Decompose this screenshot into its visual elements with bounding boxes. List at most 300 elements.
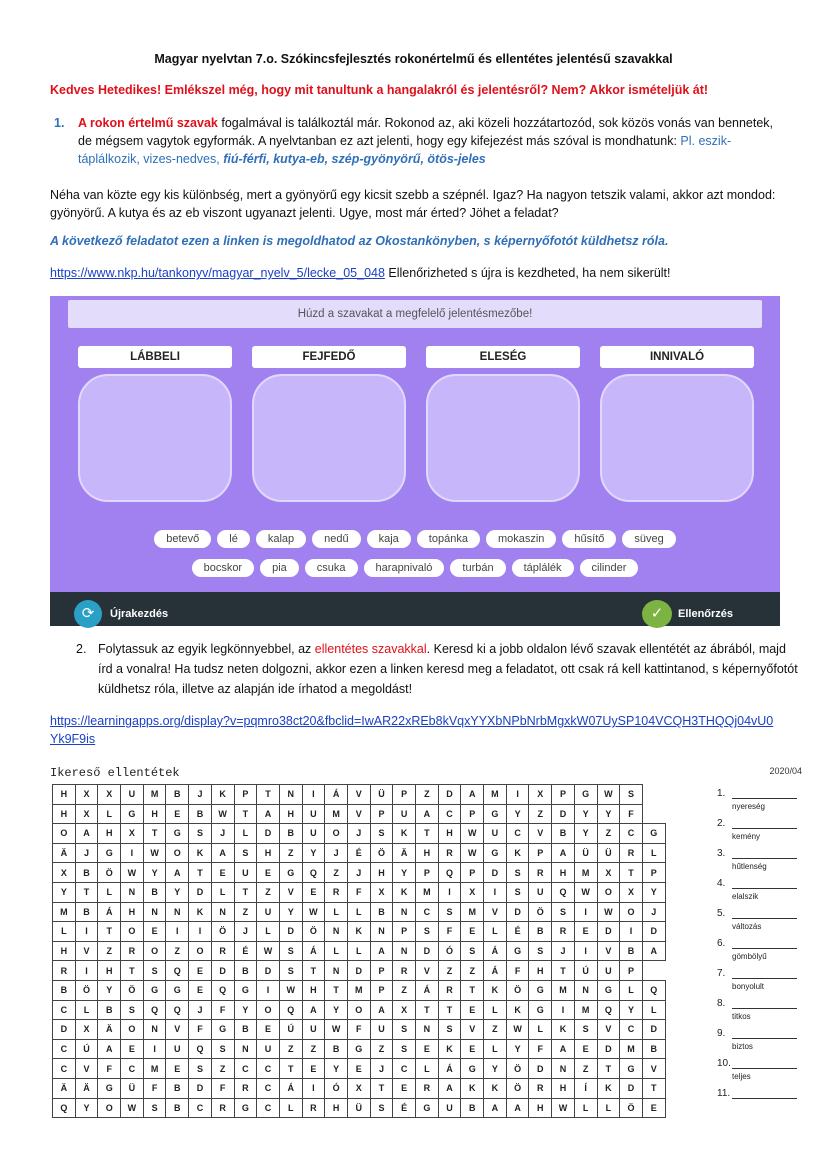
grid-cell: Z (529, 804, 552, 824)
grid-cell: P (552, 785, 575, 805)
word-chips-row-2 (50, 558, 780, 577)
grid-cell: W (597, 785, 620, 805)
word-chip[interactable]: cilinder (580, 559, 639, 577)
paragraph-2: Néha van közte egy kis különbség, mert a gyönyörű egy kicsit szebb a szépnél. Igaz? Ha nagyon tetszik valami, akkor azt mondod: gyönyörű. A kutya és az eb viszont ugyanazt jelenti. Ugye, most már érted? Jöhet a feladat? (50, 188, 776, 220)
grid-cell: L (347, 902, 370, 922)
section-2-after: . Keresd ki a jobb oldalon lévő szavak ellentétét az ábrából, majd írd a vonalra! Ha tudsz neten dolgozni, akkor ezen a linken keresd meg a feladatot, ott csak rá kell kattintanod, s képernyőfotót küldhetsz róla, illetve az alapján ide írhatod a megoldást! (98, 642, 798, 696)
grid-cell: B (552, 824, 575, 844)
word-chip[interactable]: kaja (367, 530, 411, 548)
answer-line[interactable] (732, 1008, 797, 1009)
grid-cell: Ö (98, 863, 121, 883)
grid-cell: N (325, 922, 348, 942)
grid-cell: S (393, 1020, 416, 1040)
grid-cell: T (98, 922, 121, 942)
grid-cell: B (166, 1098, 189, 1118)
grid-cell: Z (597, 824, 620, 844)
grid-row (53, 902, 666, 922)
grid-cell: T (234, 882, 257, 902)
grid-cell: Y (506, 804, 529, 824)
grid-cell: L (347, 941, 370, 961)
grid-cell: E (302, 882, 325, 902)
grid-cell: Ö (506, 1059, 529, 1079)
answer-line[interactable] (732, 858, 797, 859)
grid-cell: U (438, 1098, 461, 1118)
grid-cell: X (98, 785, 121, 805)
grid-cell: E (189, 961, 212, 981)
grid-cell: Y (642, 882, 665, 902)
answer-word: kemény (732, 832, 761, 841)
grid-cell: C (416, 902, 439, 922)
grid-cell: D (597, 922, 620, 942)
grid-cell: K (484, 1078, 507, 1098)
grid-cell: O (98, 1098, 121, 1118)
grid-cell: Z (302, 1039, 325, 1059)
grid-cell: D (642, 922, 665, 942)
grid-cell: M (484, 785, 507, 805)
grid-cell: T (279, 1059, 302, 1079)
grid-row (53, 882, 666, 902)
word-chip[interactable]: turbán (450, 559, 505, 577)
grid-cell: I (506, 785, 529, 805)
grid-cell: C (257, 1078, 280, 1098)
answer-line[interactable] (732, 798, 797, 799)
grid-row (53, 1000, 666, 1020)
grid-cell: Á (484, 941, 507, 961)
grid-cell: L (53, 922, 76, 942)
link-1-after: Ellenőrizheted s újra is kezdheted, ha nem sikerült! (384, 266, 671, 280)
grid-cell: V (642, 1059, 665, 1079)
check-icon[interactable]: ✓ (642, 600, 672, 628)
word-chip[interactable]: nedű (312, 530, 360, 548)
grid-cell: B (234, 1020, 257, 1040)
grid-cell: U (370, 1020, 393, 1040)
grid-cell: D (53, 1020, 76, 1040)
grid-cell: G (620, 1059, 643, 1079)
answer-item (714, 818, 802, 848)
grid-cell: T (143, 824, 166, 844)
grid-cell: A (75, 824, 98, 844)
grid-cell: Ö (529, 902, 552, 922)
grid-cell: E (642, 1098, 665, 1118)
grid-cell: I (166, 922, 189, 942)
grid-cell: A (461, 785, 484, 805)
grid-cell: S (234, 843, 257, 863)
grid-cell: T (234, 804, 257, 824)
answer-line[interactable] (732, 978, 797, 979)
grid-cell: D (597, 1039, 620, 1059)
grid-cell: W (279, 980, 302, 1000)
grid-cell: N (166, 902, 189, 922)
grid-cell: T (416, 1000, 439, 1020)
grid-cell: B (642, 1039, 665, 1059)
grid-cell: A (506, 1098, 529, 1118)
grid-cell: Y (393, 863, 416, 883)
word-chip[interactable]: kalap (256, 530, 306, 548)
drag-exercise-panel (50, 296, 780, 626)
grid-cell: Ä (393, 843, 416, 863)
section-1-number: 1. (54, 116, 65, 130)
grid-cell: O (143, 941, 166, 961)
grid-cell: B (620, 941, 643, 961)
grid-cell: S (506, 863, 529, 883)
grid-cell: J (189, 785, 212, 805)
grid-cell: S (189, 1059, 212, 1079)
grid-cell: R (325, 882, 348, 902)
word-chip[interactable]: harapnivaló (364, 559, 445, 577)
grid-cell: P (393, 922, 416, 942)
grid-cell: Z (166, 941, 189, 961)
grid-cell: R (416, 1078, 439, 1098)
grid-cell: M (416, 882, 439, 902)
grid-cell: N (416, 1020, 439, 1040)
grid-cell: R (53, 961, 76, 981)
grid-cell: V (347, 785, 370, 805)
answer-item (714, 788, 802, 818)
grid-cell: Ü (347, 1098, 370, 1118)
grid-cell: T (189, 863, 212, 883)
grid-cell: G (484, 843, 507, 863)
answer-line[interactable] (732, 888, 797, 889)
grid-cell: Ö (620, 1098, 643, 1118)
grid-cell: G (143, 980, 166, 1000)
grid-cell: L (98, 882, 121, 902)
grid-cell: D (484, 863, 507, 883)
grid-cell: T (461, 980, 484, 1000)
grid-cell: Z (484, 1020, 507, 1040)
grid-cell: H (552, 863, 575, 883)
grid-cell: O (121, 922, 144, 942)
grid-cell: H (529, 1098, 552, 1118)
grid-cell: B (53, 980, 76, 1000)
grid-cell: S (393, 1039, 416, 1059)
grid-cell: L (325, 941, 348, 961)
grid-cell: W (552, 1098, 575, 1118)
grid-cell: J (552, 941, 575, 961)
drop-zone[interactable] (78, 374, 232, 502)
grid-cell: Ú (279, 1020, 302, 1040)
restart-button[interactable]: Újrakezdés (110, 608, 169, 620)
answer-item (714, 1088, 802, 1118)
answer-word: teljes (732, 1072, 751, 1081)
grid-cell: H (53, 941, 76, 961)
word-chip[interactable]: betevő (154, 530, 211, 548)
section-2-highlight: ellentétes szavakkal (314, 642, 427, 656)
grid-cell: G (642, 824, 665, 844)
grid-cell: V (416, 961, 439, 981)
grid-cell: I (620, 922, 643, 942)
grid-cell: R (211, 1098, 234, 1118)
grid-cell: I (302, 785, 325, 805)
restart-icon[interactable]: ⟳ (74, 600, 102, 628)
grid-cell: L (620, 980, 643, 1000)
grid-cell: S (529, 941, 552, 961)
grid-row (53, 804, 666, 824)
grid-cell: S (143, 1098, 166, 1118)
grid-cell: D (257, 824, 280, 844)
grid-cell: N (143, 902, 166, 922)
grid-cell: U (393, 804, 416, 824)
grid-cell: Q (166, 1000, 189, 1020)
grid-cell: G (461, 1059, 484, 1079)
grid-cell: X (620, 882, 643, 902)
grid-cell: E (257, 1020, 280, 1040)
grid-cell: P (370, 980, 393, 1000)
nkp-link[interactable]: https://www.nkp.hu/tankonyv/magyar_nyelv_5/lecke_05_048 (50, 266, 385, 280)
grid-cell: D (552, 804, 575, 824)
grid-cell: Ä (53, 843, 76, 863)
grid-cell: Ä (98, 1020, 121, 1040)
learningapps-link[interactable]: https://learningapps.org/display?v=pqmro38ct20&fbclid=IwAR22xREb8kVqxYYXbNPbNrbMgxkW07UySP104VCQH3THQQj04vU0Yk9F9is (50, 714, 774, 746)
grid-cell: R (234, 1078, 257, 1098)
grid-cell: T (597, 1059, 620, 1079)
grid-cell: K (347, 922, 370, 942)
grid-cell: T (620, 863, 643, 883)
grid-cell: G (234, 1098, 257, 1118)
grid-cell: J (370, 1059, 393, 1079)
answer-line[interactable] (732, 918, 797, 919)
greeting-text: Kedves Hetedikes! Emlékszel még, hogy mit tanultunk a hangalakról és jelentésről? Nem? Akkor ismételjük át! (50, 83, 709, 97)
answer-item (714, 908, 802, 938)
grid-cell: N (552, 1059, 575, 1079)
grid-cell: Á (279, 1078, 302, 1098)
grid-cell: É (506, 922, 529, 942)
answer-item (714, 848, 802, 878)
grid-cell: Z (574, 1059, 597, 1079)
grid-cell: F (438, 922, 461, 942)
grid-cell: H (53, 785, 76, 805)
grid-cell: H (53, 804, 76, 824)
grid-cell: Z (461, 961, 484, 981)
grid-cell: D (211, 961, 234, 981)
grid-cell: Y (143, 863, 166, 883)
grid-cell: J (642, 902, 665, 922)
grid-cell: Ú (75, 1039, 98, 1059)
grid-cell: E (461, 922, 484, 942)
grid-cell: B (370, 902, 393, 922)
grid-cell: S (370, 1098, 393, 1118)
grid-cell: X (75, 804, 98, 824)
grid-cell: C (620, 824, 643, 844)
answer-line[interactable] (732, 1038, 797, 1039)
grid-cell: E (211, 863, 234, 883)
grid-cell: G (529, 1000, 552, 1020)
category-label: ELESÉG (426, 346, 580, 368)
word-search (50, 762, 802, 1113)
grid-cell: P (461, 863, 484, 883)
grid-row (53, 863, 666, 883)
grid-cell: B (166, 785, 189, 805)
word-chip[interactable]: süveg (622, 530, 675, 548)
grid-cell: H (98, 961, 121, 981)
grid-cell: N (234, 1039, 257, 1059)
answer-line[interactable] (732, 1098, 797, 1099)
grid-cell: G (416, 1098, 439, 1118)
answer-word: bonyolult (732, 982, 765, 991)
grid-cell: H (279, 804, 302, 824)
grid-cell: W (121, 1098, 144, 1118)
grid-cell: C (506, 824, 529, 844)
grid-cell: Ú (574, 961, 597, 981)
grid-cell: S (143, 961, 166, 981)
grid-cell: O (620, 902, 643, 922)
answer-line[interactable] (732, 828, 797, 829)
grid-cell: L (484, 1039, 507, 1059)
grid-cell: I (189, 922, 212, 942)
grid-cell: M (53, 902, 76, 922)
grid-cell: G (98, 1078, 121, 1098)
grid-cell: Ó (438, 941, 461, 961)
word-chip[interactable]: topánka (417, 530, 480, 548)
grid-cell: L (574, 1098, 597, 1118)
answer-item (714, 938, 802, 968)
answer-line[interactable] (732, 948, 797, 949)
grid-cell: A (416, 804, 439, 824)
answer-word: hűtlenség (732, 862, 767, 871)
grid-cell: S (416, 922, 439, 942)
section-2-text (76, 639, 798, 699)
grid-cell: R (211, 941, 234, 961)
grid-cell: H (302, 980, 325, 1000)
grid-cell: J (234, 922, 257, 942)
grid-row (53, 824, 666, 844)
grid-cell: L (98, 804, 121, 824)
grid-cell: X (393, 1000, 416, 1020)
grid-cell: C (189, 1098, 212, 1118)
grid-cell: V (529, 824, 552, 844)
section-1-body: fogalmával is találkoztál már. Rokonod az, aki közeli hozzátartozód, sok közös vonás van bennetek, de mégsem vagytok egyformák. A nyelvtanban ez azt jelenti, hogy egy kifejezést más szóval is mondhatunk: (78, 116, 774, 148)
grid-cell: H (121, 902, 144, 922)
grid-cell: X (75, 1020, 98, 1040)
word-chip[interactable]: csuka (305, 559, 358, 577)
grid-cell: Ö (75, 980, 98, 1000)
grid-cell: S (620, 785, 643, 805)
grid-cell: L (642, 843, 665, 863)
grid-cell: H (416, 843, 439, 863)
grid-cell: É (393, 1098, 416, 1118)
grid-cell: O (597, 882, 620, 902)
grid-cell: G (166, 980, 189, 1000)
check-button[interactable]: Ellenőrzés (678, 608, 734, 620)
grid-cell: N (121, 882, 144, 902)
drop-zone[interactable] (600, 374, 754, 502)
grid-cell: W (574, 882, 597, 902)
grid-cell: F (211, 1000, 234, 1020)
word-search-title: Ikereső ellentétek (50, 766, 180, 780)
grid-cell: K (393, 824, 416, 844)
grid-cell: V (461, 1020, 484, 1040)
grid-cell: G (506, 941, 529, 961)
grid-cell: S (438, 1020, 461, 1040)
grid-cell: E (574, 1039, 597, 1059)
grid-cell: E (393, 1078, 416, 1098)
grid-cell: A (484, 1098, 507, 1118)
section-2-number: 2. (76, 642, 87, 656)
grid-cell: C (393, 1059, 416, 1079)
grid-cell: G (98, 843, 121, 863)
grid-row (53, 961, 666, 981)
answer-number: 11. (717, 1088, 731, 1099)
grid-cell: G (279, 863, 302, 883)
answer-number: 2. (717, 818, 726, 829)
word-chip[interactable]: bocskor (192, 559, 255, 577)
grid-cell: K (189, 902, 212, 922)
category-label: INNIVALÓ (600, 346, 754, 368)
grid-cell: I (143, 1039, 166, 1059)
grid-cell: P (620, 961, 643, 981)
grid-cell: Q (279, 1000, 302, 1020)
grid-cell: W (597, 902, 620, 922)
grid-cell: Ä (75, 1078, 98, 1098)
grid-cell: W (257, 941, 280, 961)
grid-cell: B (325, 1039, 348, 1059)
grid-cell: C (620, 1020, 643, 1040)
word-chip[interactable]: lé (217, 530, 250, 548)
grid-cell: U (257, 902, 280, 922)
link-1-line (50, 266, 671, 280)
grid-cell: A (552, 843, 575, 863)
grid-cell: W (461, 843, 484, 863)
grid-cell: L (529, 1020, 552, 1040)
grid-cell: L (279, 1098, 302, 1118)
grid-row (53, 1098, 666, 1118)
grid-cell: B (189, 804, 212, 824)
grid-cell: G (121, 804, 144, 824)
word-chip[interactable]: táplálék (512, 559, 574, 577)
section-1-examples-bold: fiú-férfi, kutya-eb, szép-gyönyörű, ötös-jeles (223, 152, 486, 166)
grid-cell: L (257, 922, 280, 942)
answer-word: biztos (732, 1042, 753, 1051)
grid-cell: Y (302, 843, 325, 863)
paragraph-3: A következő feladatot ezen a linken is megoldhatod az Okostankönyben, s képernyőfotót küldhetsz róla. (50, 234, 669, 248)
word-chip[interactable]: pia (260, 559, 299, 577)
grid-cell: M (325, 804, 348, 824)
section-2-before: Folytassuk az egyik legkönnyebbel, az (98, 642, 315, 656)
grid-cell: A (370, 941, 393, 961)
grid-cell: F (506, 961, 529, 981)
grid-cell: K (484, 980, 507, 1000)
answer-line[interactable] (732, 1068, 797, 1069)
grid-cell: P (416, 863, 439, 883)
grid-cell: K (597, 1078, 620, 1098)
section-1-examples: Pl. eszik-táplálkozik, vizes-nedves, (78, 134, 732, 166)
grid-cell: N (211, 902, 234, 922)
answer-number: 3. (717, 848, 726, 859)
grid-cell: M (461, 902, 484, 922)
grid-cell: É (234, 941, 257, 961)
grid-cell: T (325, 980, 348, 1000)
grid-cell: É (347, 843, 370, 863)
grid-cell: D (642, 1020, 665, 1040)
grid-cell: S (279, 961, 302, 981)
word-chip[interactable]: mokaszin (486, 530, 556, 548)
drop-zone[interactable] (426, 374, 580, 502)
exercise-toolbar (50, 592, 780, 626)
grid-cell: Á (416, 980, 439, 1000)
grid-cell: G (484, 804, 507, 824)
grid-cell: H (370, 863, 393, 883)
drop-zone[interactable] (252, 374, 406, 502)
grid-cell: N (325, 961, 348, 981)
grid-cell: X (347, 1078, 370, 1098)
grid-cell: K (552, 1020, 575, 1040)
grid-cell: Q (143, 1000, 166, 1020)
grid-row (53, 1039, 666, 1059)
word-chip[interactable]: hűsítő (562, 530, 616, 548)
grid-cell: D (529, 1059, 552, 1079)
exercise-instruction: Húzd a szavakat a megfelelő jelentésmezőbe! (68, 300, 762, 328)
grid-cell: Ä (53, 1078, 76, 1098)
grid-cell: E (461, 1039, 484, 1059)
